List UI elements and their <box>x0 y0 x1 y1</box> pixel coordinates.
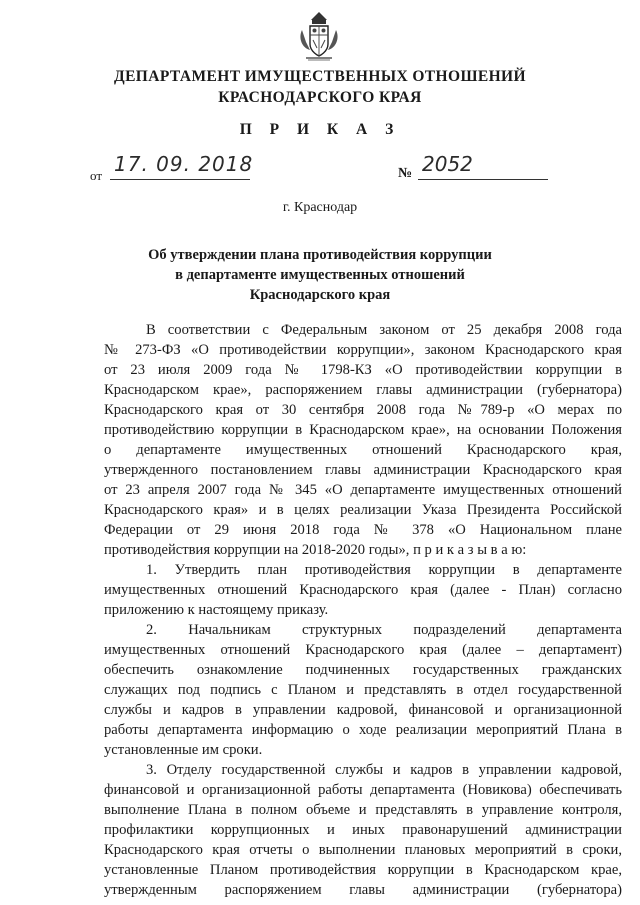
document-type-heading: П Р И К А З <box>239 121 401 138</box>
handwritten-number: 2052 <box>422 152 473 176</box>
body-line: от 23 июля 2009 года № 1798-КЗ «О противодействии коррупции в <box>104 362 622 378</box>
date-prefix: от <box>90 168 103 183</box>
department-name-line2: КРАСНОДАРСКОГО КРАЯ <box>218 89 422 106</box>
coat-of-arms-emblem <box>296 8 342 64</box>
body-line: Краснодарского края отчеты о выполнении плановых мероприятий в сроки, <box>104 842 622 858</box>
body-line: № 273-ФЗ «О противодействии коррупции», законом Краснодарского края <box>104 342 622 358</box>
body-line: финансовой и организационной работы департамента (Новикова) обеспечивать <box>104 782 622 798</box>
body-line: профилактики коррупционных и иных правонарушений администрации <box>104 822 622 838</box>
department-name-line1: ДЕПАРТАМЕНТ ИМУЩЕСТВЕННЫХ ОТНОШЕНИЙ <box>114 68 526 85</box>
body-line: Краснодарского края» и в целях реализации Указа Президента Российской <box>104 502 622 518</box>
body-line: 3. Отделу государственной службы и кадров в управлении кадровой, <box>146 762 622 778</box>
number-underline <box>418 179 548 180</box>
body-line: службы и кадров в управлении кадровой, финансовой и организационной <box>104 702 622 718</box>
body-line: Краснодарском крае», распоряжением главы администрации (губернатора) <box>104 382 622 398</box>
body-line: противодействию коррупции в Краснодарском крае», на основании Положения <box>104 422 622 438</box>
body-line: обеспечить ознакомление подчиненных государственных гражданских <box>104 662 622 678</box>
body-line: приложению к настоящему приказу. <box>104 602 329 618</box>
body-line: имущественных отношений Краснодарского края (далее – департамент) <box>104 642 622 658</box>
body-line: от 23 апреля 2007 года № 345 «О департаменте имущественных отношений <box>104 482 622 498</box>
date-underline <box>110 179 250 180</box>
body-line: выполнение Плана в полном объеме и представлять в управление контроля, <box>104 802 622 818</box>
body-line: утвержденным распоряжением главы администрации (губернатора) <box>104 882 622 898</box>
body-line: 1. Утвердить план противодействия коррупции в департаменте <box>146 562 622 578</box>
body-line: Федерации от 29 июня 2018 года № 378 «О Национальном плане <box>104 522 622 538</box>
body-line: В соответствии с Федеральным законом от 25 декабря 2008 года <box>146 322 622 338</box>
order-title-line3: Краснодарского края <box>249 287 391 303</box>
city-label: г. Краснодар <box>282 200 358 215</box>
body-line: служащих под подпись с Планом и представлять в отдел государственной <box>104 682 622 698</box>
body-line: имущественных отношений Краснодарского края (далее - План) согласно <box>104 582 622 598</box>
body-line: противодействия коррупции на 2018-2020 годы», п р и к а з ы в а ю: <box>104 542 527 558</box>
order-title-line1: Об утверждении плана противодействия коррупции <box>148 247 492 263</box>
number-prefix: № <box>398 166 413 181</box>
body-line: установленные им сроки. <box>104 742 263 758</box>
order-title-line2: в департаменте имущественных отношений <box>175 267 465 283</box>
body-line: утвержденного постановлением главы администрации Краснодарского края <box>104 462 622 478</box>
handwritten-date: 17. 09. 2018 <box>114 152 254 176</box>
body-line: установленные Планом противодействия коррупции в Краснодарском крае, <box>104 862 622 878</box>
body-line: 2. Начальникам структурных подразделений департамента <box>146 622 622 638</box>
body-line: Краснодарского края от 30 сентября 2008 года №789-р «О мерах по <box>104 402 622 418</box>
body-line: работы департамента информацию о ходе реализации мероприятий Плана в <box>104 722 622 738</box>
body-line: о департаменте имущественных отношений Краснодарского края, <box>104 442 622 458</box>
